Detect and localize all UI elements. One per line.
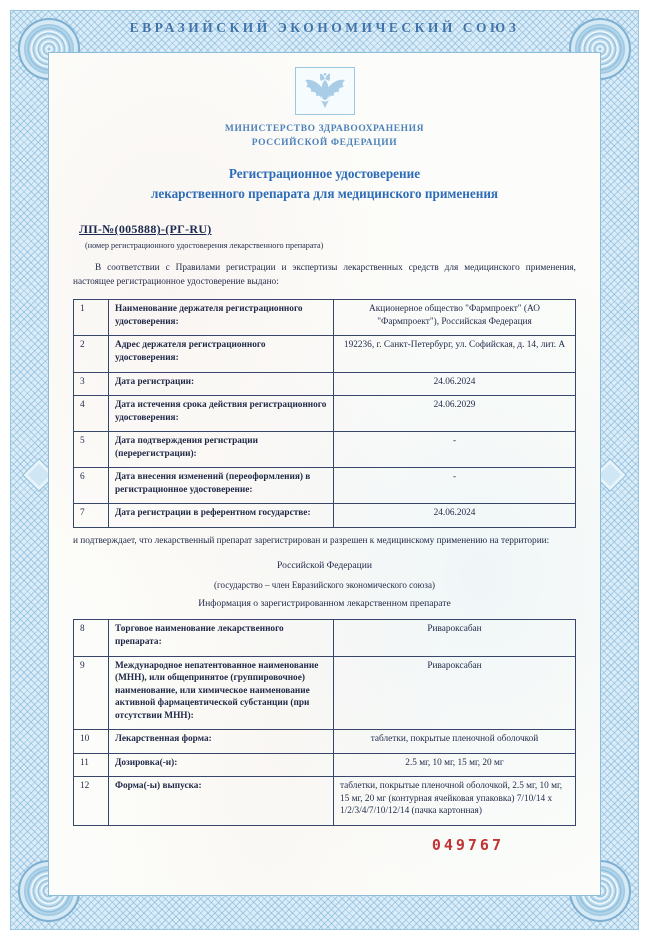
- document-title-line-2: лекарственного препарата для медицинского применения: [150, 185, 499, 201]
- certificate-body: [48, 52, 601, 896]
- table-row: [74, 396, 576, 432]
- row-number: 1: [74, 300, 109, 336]
- row-value: 192236, г. Санкт-Петербург, ул. Софийская, д. 14, лит. А: [334, 336, 576, 372]
- row-number: 9: [74, 656, 109, 730]
- table-row: [74, 336, 576, 372]
- table-row: [74, 620, 576, 656]
- table-row: [74, 777, 576, 826]
- document-title-line-1: Регистрационное удостоверение: [228, 165, 421, 181]
- row-label: Международное непатентованное наименование (МНН), или общепринятое (группировочное) наименование, или химическое наименование активной фармацевтической субстанции (при отсутствии МНН):: [109, 656, 334, 730]
- ministry-line-1: МИНИСТЕРСТВО ЗДРАВООХРАНЕНИЯ: [224, 124, 425, 134]
- confirmation-paragraph: и подтверждает, что лекарственный препарат зарегистрирован и разрешен к медицинскому применению на территории:: [73, 535, 550, 546]
- table-row: [74, 432, 576, 468]
- row-label: Дата подтверждения регистрации (перерегистрации):: [109, 432, 334, 468]
- row-number: 7: [74, 504, 109, 528]
- table-row: [74, 300, 576, 336]
- row-value: Акционерное общество "Фармпроект" (АО "Фармпроект"), Российская Федерация: [334, 300, 576, 336]
- row-number: 8: [74, 620, 109, 656]
- serial-number: 049767: [431, 835, 504, 854]
- row-value: -: [334, 432, 576, 468]
- row-label: Дата внесения изменений (переоформления) в регистрационное удостоверение:: [109, 468, 334, 504]
- table-row: [74, 372, 576, 396]
- row-label: Адрес держателя регистрационного удостоверения:: [109, 336, 334, 372]
- row-value: 24.06.2024: [334, 372, 576, 396]
- drug-info-table: [73, 619, 576, 826]
- row-number: 2: [74, 336, 109, 372]
- drug-info-heading: Информация о зарегистрированном лекарственном препарате: [198, 598, 451, 610]
- double-headed-eagle-icon: [303, 73, 347, 109]
- row-number: 6: [74, 468, 109, 504]
- row-label: Лекарственная форма:: [109, 730, 334, 754]
- row-label: Дата истечения срока действия регистрационного удостоверения:: [109, 396, 334, 432]
- emblem-box: [295, 67, 355, 115]
- row-number: 10: [74, 730, 109, 754]
- document-title: [73, 164, 576, 205]
- row-value: Ривароксабан: [334, 620, 576, 656]
- territory-caption: (государство – член Евразийского экономического союза): [214, 580, 435, 591]
- table-row: [74, 656, 576, 730]
- row-value: 24.06.2024: [334, 504, 576, 528]
- row-number: 11: [74, 753, 109, 777]
- table-row: [74, 753, 576, 777]
- row-value: Ривароксабан: [334, 656, 576, 730]
- row-label: Торговое наименование лекарственного препарата:: [109, 620, 334, 656]
- row-number: 4: [74, 396, 109, 432]
- row-number: 5: [74, 432, 109, 468]
- row-value: -: [334, 468, 576, 504]
- row-number: 3: [74, 372, 109, 396]
- row-value: 2.5 мг, 10 мг, 15 мг, 20 мг: [334, 753, 576, 777]
- row-number: 12: [74, 777, 109, 826]
- ministry-line-2: РОССИЙСКОЙ ФЕДЕРАЦИИ: [251, 137, 398, 148]
- row-label: Дозировка(-и):: [109, 753, 334, 777]
- row-label: Дата регистрации в референтном государстве:: [109, 504, 334, 528]
- row-label: Наименование держателя регистрационного удостоверения:: [109, 300, 334, 336]
- row-value: таблетки, покрытые пленочной оболочкой: [334, 730, 576, 754]
- table-row: [74, 504, 576, 528]
- row-label: Дата регистрации:: [109, 372, 334, 396]
- row-label: Форма(-ы) выпуска:: [109, 777, 334, 826]
- registration-details-table: [73, 299, 576, 528]
- territory-name: Российской Федерации: [277, 560, 372, 572]
- table-row: [74, 730, 576, 754]
- row-value: таблетки, покрытые пленочной оболочкой, 2.5 мг, 10 мг, 15 мг, 20 мг (контурная ячейковая упаковка) 7/10/14 х 1/2/3/4/7/10/12/14 (пачка картонная): [334, 777, 576, 826]
- intro-paragraph: В соответствии с Правилами регистрации и экспертизы лекарственных средств для медицинского применения, настоящее регистрационное удостоверение выдано:: [73, 263, 576, 287]
- row-value: 24.06.2029: [334, 396, 576, 432]
- registration-number: ЛП-№(005888)-(РГ-RU): [79, 222, 212, 237]
- table-row: [74, 468, 576, 504]
- union-title: ЕВРАЗИЙСКИЙ ЭКОНОМИЧЕСКИЙ СОЮЗ: [129, 20, 520, 35]
- registration-number-caption: (номер регистрационного удостоверения лекарственного препарата): [85, 241, 324, 251]
- ministry-name: [73, 123, 576, 151]
